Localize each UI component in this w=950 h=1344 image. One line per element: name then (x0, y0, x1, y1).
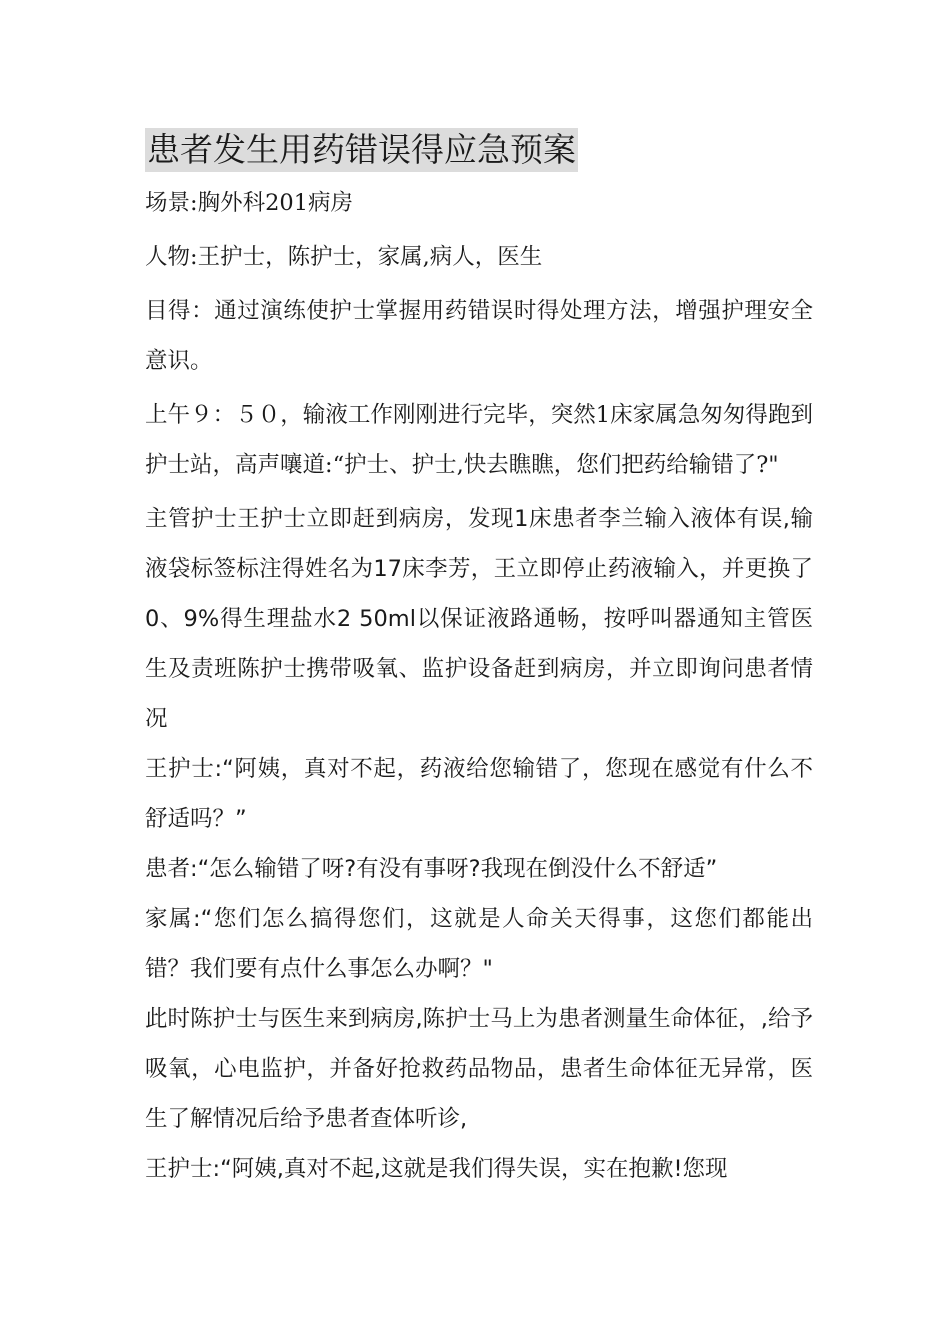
paragraph-dialogue-family: 家属:“您们怎么搞得您们，这就是人命关天得事，这您们都能出错？我们要有点什么事怎么办啊？" (145, 906, 813, 982)
paragraph-scene: 场景:胸外科201病房 (145, 190, 354, 216)
paragraph-dialogue-nurse-wang: 王护士:“阿姨，真对不起，药液给您输错了，您现在感觉有什么不舒适吗？” (145, 756, 813, 832)
paragraph-characters: 人物:王护士，陈护士，家属,病人，医生 (145, 244, 543, 270)
paragraph-dialogue-patient: 患者:“怎么输错了呀?有没有事呀?我现在倒没什么不舒适” (145, 856, 718, 882)
paragraph-dialogue-nurse-wang-apology: 王护士:“阿姨,真对不起,这就是我们得失误，实在抱歉!您现 (145, 1156, 728, 1182)
paragraph-nurse-response: 主管护士王护士立即赶到病房，发现1床患者李兰输入液体有误,输液袋标签标注得姓名为17床李芳，王立即停止药液输入，并更换了0、9%得生理盐水2 50ml以保证液路通畅，按呼叫器通知主管医生及责班陈护士携带吸氧、监护设备赶到病房，并立即询问患者情况 (145, 506, 813, 732)
document-body (145, 128, 813, 1194)
paragraph-doctor-arrival: 此时陈护士与医生来到病房,陈护士马上为患者测量生命体征，,给予吸氧，心电监护，并备好抢救药品物品，患者生命体征无异常，医生了解情况后给予患者查体听诊, (145, 1006, 813, 1132)
document-title: 患者发生用药错误得应急预案 (145, 128, 578, 172)
paragraph-event-start: 上午９：５０，输液工作刚刚进行完毕，突然1床家属急匆匆得跑到护士站，高声嚷道:“护士、护士,快去瞧瞧，您们把药给输错了?" (145, 402, 813, 478)
paragraph-purpose: 目得：通过演练使护士掌握用药错误时得处理方法，增强护理安全意识。 (145, 298, 813, 374)
